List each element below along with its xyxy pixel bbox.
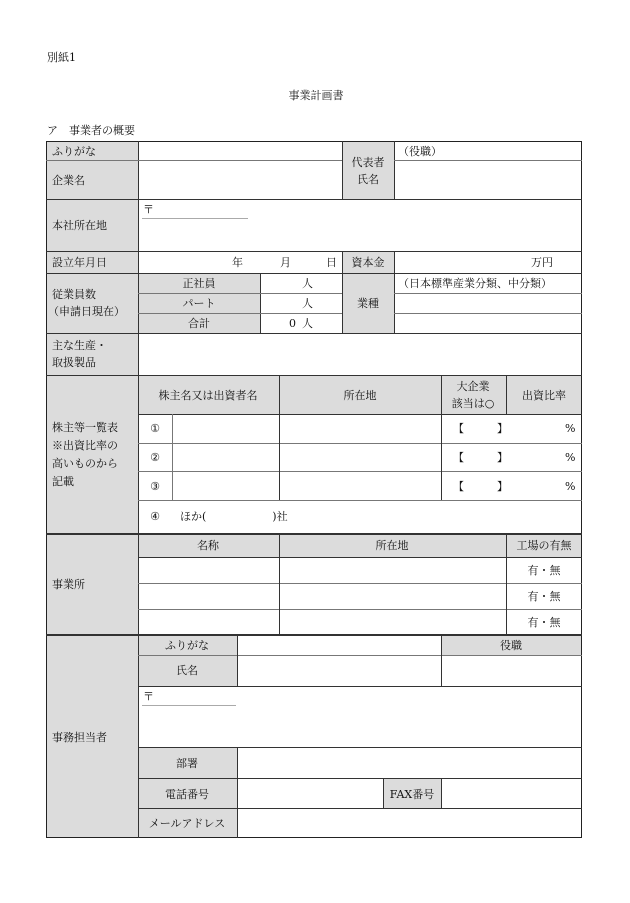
contact-furigana-label: ふりがな: [165, 639, 209, 652]
contact-postal-mark: 〒: [143, 690, 154, 703]
email-input[interactable]: [238, 809, 582, 838]
large-company-header-line1: 大企業: [456, 380, 490, 393]
representative-name-label: 氏名: [357, 173, 379, 186]
hq-address-label: 本社所在地: [52, 219, 107, 232]
large-company-bracket[interactable]: 【 】: [453, 422, 508, 435]
factory-header: 工場の有無: [516, 539, 572, 552]
department-label: 部署: [176, 757, 198, 770]
industry-note: （日本標準産業分類、中分類）: [398, 277, 552, 290]
factory-choice[interactable]: 有・無: [527, 564, 561, 577]
office-name-header: 名称: [197, 539, 219, 552]
furigana-label: ふりがな: [52, 145, 96, 158]
phone-label: 電話番号: [165, 788, 209, 801]
total-label: 合計: [188, 317, 210, 330]
shareholders-label-line3: 高いものから: [52, 457, 118, 470]
representative-name-input[interactable]: [395, 161, 582, 199]
capital-unit: 万円: [531, 256, 553, 269]
parttime-label: パート: [182, 297, 216, 310]
office-location-header: 所在地: [375, 539, 409, 552]
contact-person-label: 事務担当者: [52, 731, 107, 744]
ratio-unit: %: [565, 480, 576, 493]
large-company-bracket[interactable]: 【 】: [453, 451, 508, 464]
offices-label: 事業所: [52, 578, 85, 591]
other-shareholders-text: ほか( )社: [180, 510, 288, 523]
products-label-line1: 主な生産・: [52, 339, 107, 352]
shareholder-location-header: 所在地: [343, 389, 377, 402]
established-year-unit: 年: [232, 256, 243, 269]
representative-position-label: （役職）: [398, 145, 442, 158]
hq-postal-mark: 〒: [143, 203, 154, 216]
products-label-line2: 取扱製品: [52, 356, 96, 369]
products-input[interactable]: [139, 334, 582, 374]
furigana-input[interactable]: [139, 145, 342, 160]
attachment-label: 別紙1: [47, 51, 76, 64]
employees-date-note: （申請日現在）: [48, 305, 125, 318]
fulltime-unit: 人: [302, 277, 313, 290]
established-month-unit: 月: [280, 256, 291, 269]
shareholder-name-input[interactable]: [173, 444, 279, 471]
contact-position-label: 役職: [500, 639, 522, 652]
large-company-header-line2: 該当は○: [451, 397, 495, 410]
total-unit: 人: [302, 317, 313, 330]
shareholder-name-header: 株主名又は出資者名: [158, 389, 258, 402]
fax-input[interactable]: [442, 779, 582, 808]
industry-label: 業種: [357, 297, 379, 310]
row-number: ④: [150, 510, 160, 523]
total-value: 0: [289, 317, 296, 330]
department-input[interactable]: [238, 748, 582, 778]
company-name-input[interactable]: [139, 161, 342, 199]
factory-choice[interactable]: 有・無: [527, 616, 561, 629]
ratio-unit: %: [565, 422, 576, 435]
shareholder-name-input[interactable]: [173, 415, 279, 443]
capital-label: 資本金: [351, 256, 385, 269]
parttime-unit: 人: [302, 297, 313, 310]
row-number: ③: [150, 480, 160, 493]
ratio-unit: %: [565, 451, 576, 464]
established-day-unit: 日: [326, 256, 337, 269]
shareholder-name-input[interactable]: [173, 472, 279, 500]
employees-label: 従業員数: [52, 288, 96, 301]
factory-choice[interactable]: 有・無: [527, 590, 561, 603]
shareholders-label-line1: 株主等一覧表: [52, 421, 118, 434]
company-name-label: 企業名: [52, 174, 85, 187]
section-heading: ア 事業者の概要: [47, 124, 135, 137]
fulltime-label: 正社員: [182, 277, 216, 290]
contact-name-input[interactable]: [238, 656, 441, 686]
row-number: ②: [150, 451, 160, 464]
investment-ratio-header: 出資比率: [522, 389, 566, 402]
document-title: 事業計画書: [288, 89, 344, 102]
fax-label: FAX番号: [389, 788, 435, 801]
shareholders-label-line2: ※出資比率の: [52, 439, 118, 452]
contact-name-label: 氏名: [176, 664, 198, 677]
representative-label: 代表者: [351, 156, 385, 169]
established-label: 設立年月日: [52, 256, 107, 269]
shareholders-label-line4: 記載: [52, 475, 74, 488]
large-company-bracket[interactable]: 【 】: [453, 480, 508, 493]
phone-input[interactable]: [238, 779, 383, 808]
row-number: ①: [150, 422, 160, 435]
hq-address-input[interactable]: [139, 220, 582, 250]
email-label: メールアドレス: [148, 817, 226, 830]
